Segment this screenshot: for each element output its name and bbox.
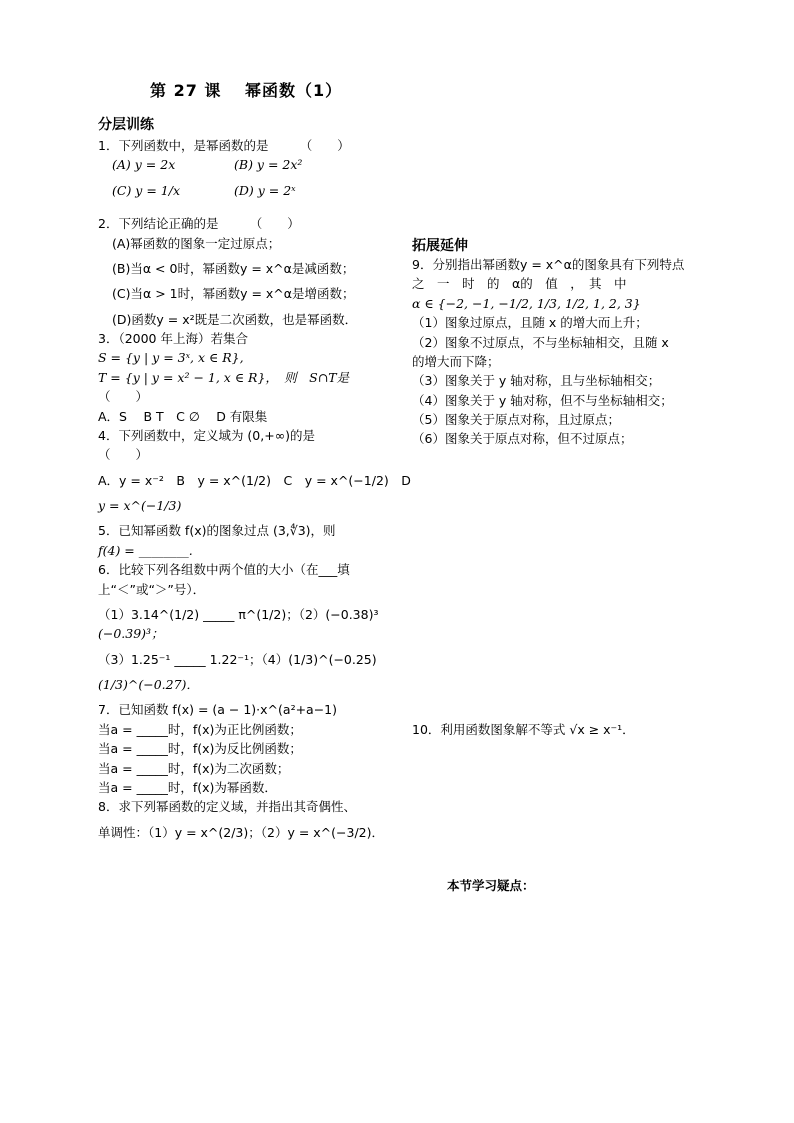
q9-alpha-set: α ∈ {−2, −1, −1/2, 1/3, 1/2, 1, 2, 3} (412, 295, 641, 311)
q1-options-cd (98, 181, 390, 200)
q9-item-5: （5）图象关于原点对称，且过原点； (412, 412, 620, 427)
q2-option-c: (C)当α > 1时，幂函数y = x^α是增函数； (112, 286, 355, 302)
q3-line1: 3．（2000 年上海）若集合 (98, 331, 248, 346)
q6-part2-cont: (−0.39)³； (98, 626, 164, 642)
q7-line1: 7．已知函数 f(x) = (a − 1)·x^(a²+a−1) (98, 702, 338, 718)
q1-option-b: (B) y = 2x² (234, 157, 303, 173)
q1-options-ab (98, 155, 390, 174)
page-title: 第 27 课 幂函数（1） (150, 81, 343, 100)
q8-line2: 单调性：（1）y = x^(2/3)；（2）y = x^(−3/2)． (98, 824, 384, 840)
q7-case-inverse: 当a = _____时，f(x)为反比例函数； (98, 741, 302, 757)
q9-item-4: （4）图象关于 y 轴对称，但不与坐标轴相交； (412, 392, 673, 408)
q7-case-direct: 当a = _____时，f(x)为正比例函数； (98, 721, 302, 737)
q4-line1: 4．下列函数中，定义域为 (0,+∞)的是 (98, 427, 315, 443)
section-heading-practice: 分层训练 (98, 117, 154, 133)
left-column (98, 136, 411, 842)
q9-item-3: （3）图象关于 y 轴对称，且与坐标轴相交； (412, 373, 661, 389)
q6-part3-4: （3）1.25⁻¹ _____ 1.22⁻¹；（4）(1/3)^(−0.25) (98, 651, 377, 667)
q5-line2: f(4) = ________. (98, 542, 193, 558)
q4-bracket: （ ） (98, 447, 149, 463)
right-column (412, 255, 702, 449)
q2-stem: 2．下列结论正确的是 （ ） (98, 216, 300, 232)
q6-part1-2: （1）3.14^(1/2) _____ π^(1/2)；（2）(−0.38)³ (98, 606, 379, 622)
q9-item-2: （2）图象不过原点，不与坐标轴相交，且随 x (412, 334, 669, 350)
q7-case-power: 当a = _____时，f(x)为幂函数． (98, 779, 277, 795)
q6-line2: 上“＜”或“＞”号）． (98, 581, 206, 597)
q1-option-d: (D) y = 2ˣ (234, 182, 296, 198)
q4-option-d: y = x^(−1/3) (98, 498, 182, 513)
study-doubts-label: 本节学习疑点： (447, 878, 535, 893)
q2-option-b: (B)当α < 0时，幂函数y = x^α是减函数； (112, 260, 355, 276)
q9-item-2-cont: 的增大而下降； (412, 353, 500, 369)
q10-text: 10．利用函数图象解不等式 √x ≥ x⁻¹． (412, 722, 635, 737)
q8-line1: 8．求下列幂函数的定义域，并指出其奇偶性、 (98, 799, 356, 815)
q3-set-t: T = {y | y = x² − 1, x ∈ R}， 则 S∩T是 (98, 369, 350, 385)
q2-option-a: (A)幂函数的图象一定过原点； (112, 235, 281, 251)
q6-part4-cont: (1/3)^(−0.27)． (98, 677, 199, 692)
q9-line2: 之 一 时 的 α的 值 ， 其 中 (412, 276, 627, 292)
q1-stem: 1．下列函数中，是幂函数的是 （ ） (98, 138, 350, 153)
q7-case-quadratic: 当a = _____时，f(x)为二次函数； (98, 760, 290, 776)
q1-option-a: (A) y = 2x (112, 157, 176, 173)
q3-options: A．S B T C ∅ D 有限集 (98, 408, 268, 424)
q9-line1: 9．分别指出幂函数y = x^α的图象具有下列特点 (412, 257, 685, 272)
q3-bracket: （ ） (98, 389, 149, 405)
q1-option-c: (C) y = 1/x (112, 182, 180, 198)
q3-set-s: S = {y | y = 3ˣ, x ∈ R}, (98, 350, 244, 366)
q2-option-d: (D)函数y = x²既是二次函数，也是幂函数． (112, 311, 358, 327)
q5-line1: 5．已知幂函数 f(x)的图象过点 (3,∜3)，则 (98, 523, 336, 539)
q9-item-6: （6）图象关于原点对称，但不过原点； (412, 431, 633, 447)
section-heading-extension: 拓展延伸 (412, 238, 468, 254)
q9-item-1: （1）图象过原点，且随 x 的增大而上升； (412, 315, 648, 331)
q4-options: A．y = x⁻² B y = x^(1/2) C y = x^(−1/2) D (98, 472, 411, 488)
q6-line1: 6．比较下列各组数中两个值的大小（在___填 (98, 562, 350, 578)
